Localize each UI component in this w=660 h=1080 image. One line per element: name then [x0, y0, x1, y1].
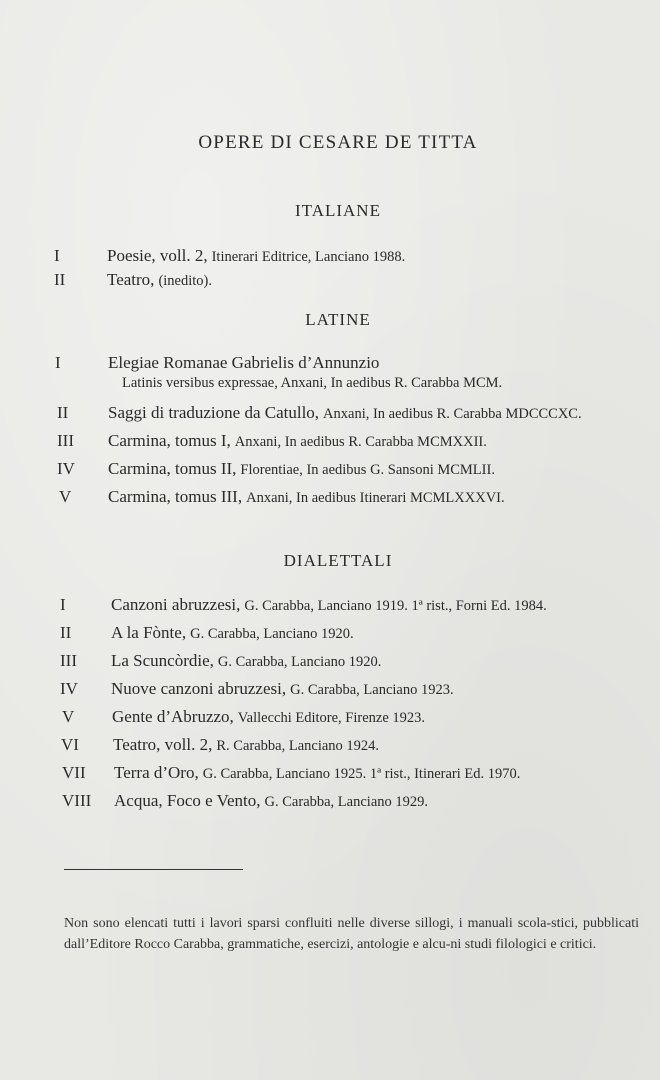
- entry-numeral: III: [60, 651, 77, 670]
- entry-title: Canzoni abruzzesi,: [111, 595, 241, 614]
- entry-title: Carmina, tomus III,: [108, 487, 243, 506]
- entry-details: Vallecchi Editore, Firenze 1923.: [237, 710, 426, 726]
- entry-title: Acqua, Foco e Vento,: [114, 791, 261, 810]
- entry-title: Carmina, tomus I,: [108, 431, 231, 450]
- entry-title: Terra d’Oro,: [114, 763, 199, 782]
- section-heading-latine: LATINE: [305, 310, 371, 329]
- entry-numeral: I: [55, 353, 61, 372]
- entry-numeral: IV: [60, 679, 78, 698]
- entry-title: Saggi di traduzione da Catullo,: [108, 403, 320, 422]
- entry-title: A la Fònte,: [111, 623, 187, 642]
- entry-details: G. Carabba, Lanciano 1923.: [290, 682, 454, 698]
- entry-details: G. Carabba, Lanciano 1925. 1ª rist., Itinerari Ed. 1970.: [202, 766, 521, 782]
- entry-details: G. Carabba, Lanciano 1929.: [264, 794, 429, 810]
- entry-title: Poesie, voll. 2,: [107, 246, 208, 265]
- page-title: OPERE DI CESARE DE TITTA: [198, 132, 478, 153]
- entry-numeral: II: [54, 270, 66, 289]
- section-heading-dialettali: DIALETTALI: [283, 551, 393, 570]
- entry-numeral: II: [57, 403, 69, 422]
- entry-title: Teatro,: [107, 270, 155, 289]
- entry-title: Carmina, tomus II,: [108, 459, 237, 478]
- entry-numeral: II: [60, 623, 72, 642]
- footnote-divider: [64, 869, 243, 870]
- entry-details: Anxani, In aedibus Itinerari MCMLXXXVI.: [246, 490, 505, 506]
- entry-numeral: VII: [62, 763, 86, 782]
- entry-details: G. Carabba, Lanciano 1920.: [190, 626, 354, 642]
- entry-numeral: VIII: [62, 791, 92, 810]
- entry-numeral: V: [59, 487, 72, 506]
- entry-numeral: III: [57, 431, 74, 450]
- entry-details: R. Carabba, Lanciano 1924.: [216, 738, 380, 754]
- entry-details: G. Carabba, Lanciano 1920.: [217, 654, 382, 670]
- entry-title: Nuove canzoni abruzzesi,: [111, 679, 287, 698]
- entry-details: Florentiae, In aedibus G. Sansoni MCMLII.: [240, 462, 495, 478]
- entry-numeral: VI: [61, 735, 79, 754]
- entry-details: Itinerari Editrice, Lanciano 1988.: [211, 249, 406, 265]
- entry-title: Gente d’Abruzzo,: [112, 707, 234, 726]
- entry-numeral: IV: [57, 459, 75, 478]
- entry-numeral: I: [60, 595, 66, 614]
- entry-title: La Scuncòrdie,: [111, 651, 214, 670]
- section-heading-italiane: ITALIANE: [295, 201, 381, 220]
- entry-subline: Latinis versibus expressae, Anxani, In aedibus R. Carabba MCM.: [122, 375, 503, 391]
- entry-numeral: V: [62, 707, 75, 726]
- entry-title: Teatro, voll. 2,: [113, 735, 213, 754]
- footnote: Non sono elencati tutti i lavori sparsi confluiti nelle diverse sillogi, i manuali scola-stici, pubblicati dall’Editore Rocco Carabba, grammatiche, esercizi, antologie e alcu-ni studi filologici e critici.: [64, 916, 639, 952]
- entry-details: Anxani, In aedibus R. Carabba MCMXXII.: [234, 434, 487, 450]
- entry-details: (inedito).: [158, 273, 212, 289]
- entry-title: Elegiae Romanae Gabrielis d’Annunzio: [108, 353, 380, 372]
- entry-numeral: I: [54, 246, 60, 265]
- entry-details: Anxani, In aedibus R. Carabba MDCCCXC.: [323, 406, 582, 422]
- entry-details: G. Carabba, Lanciano 1919. 1ª rist., Forni Ed. 1984.: [244, 598, 547, 614]
